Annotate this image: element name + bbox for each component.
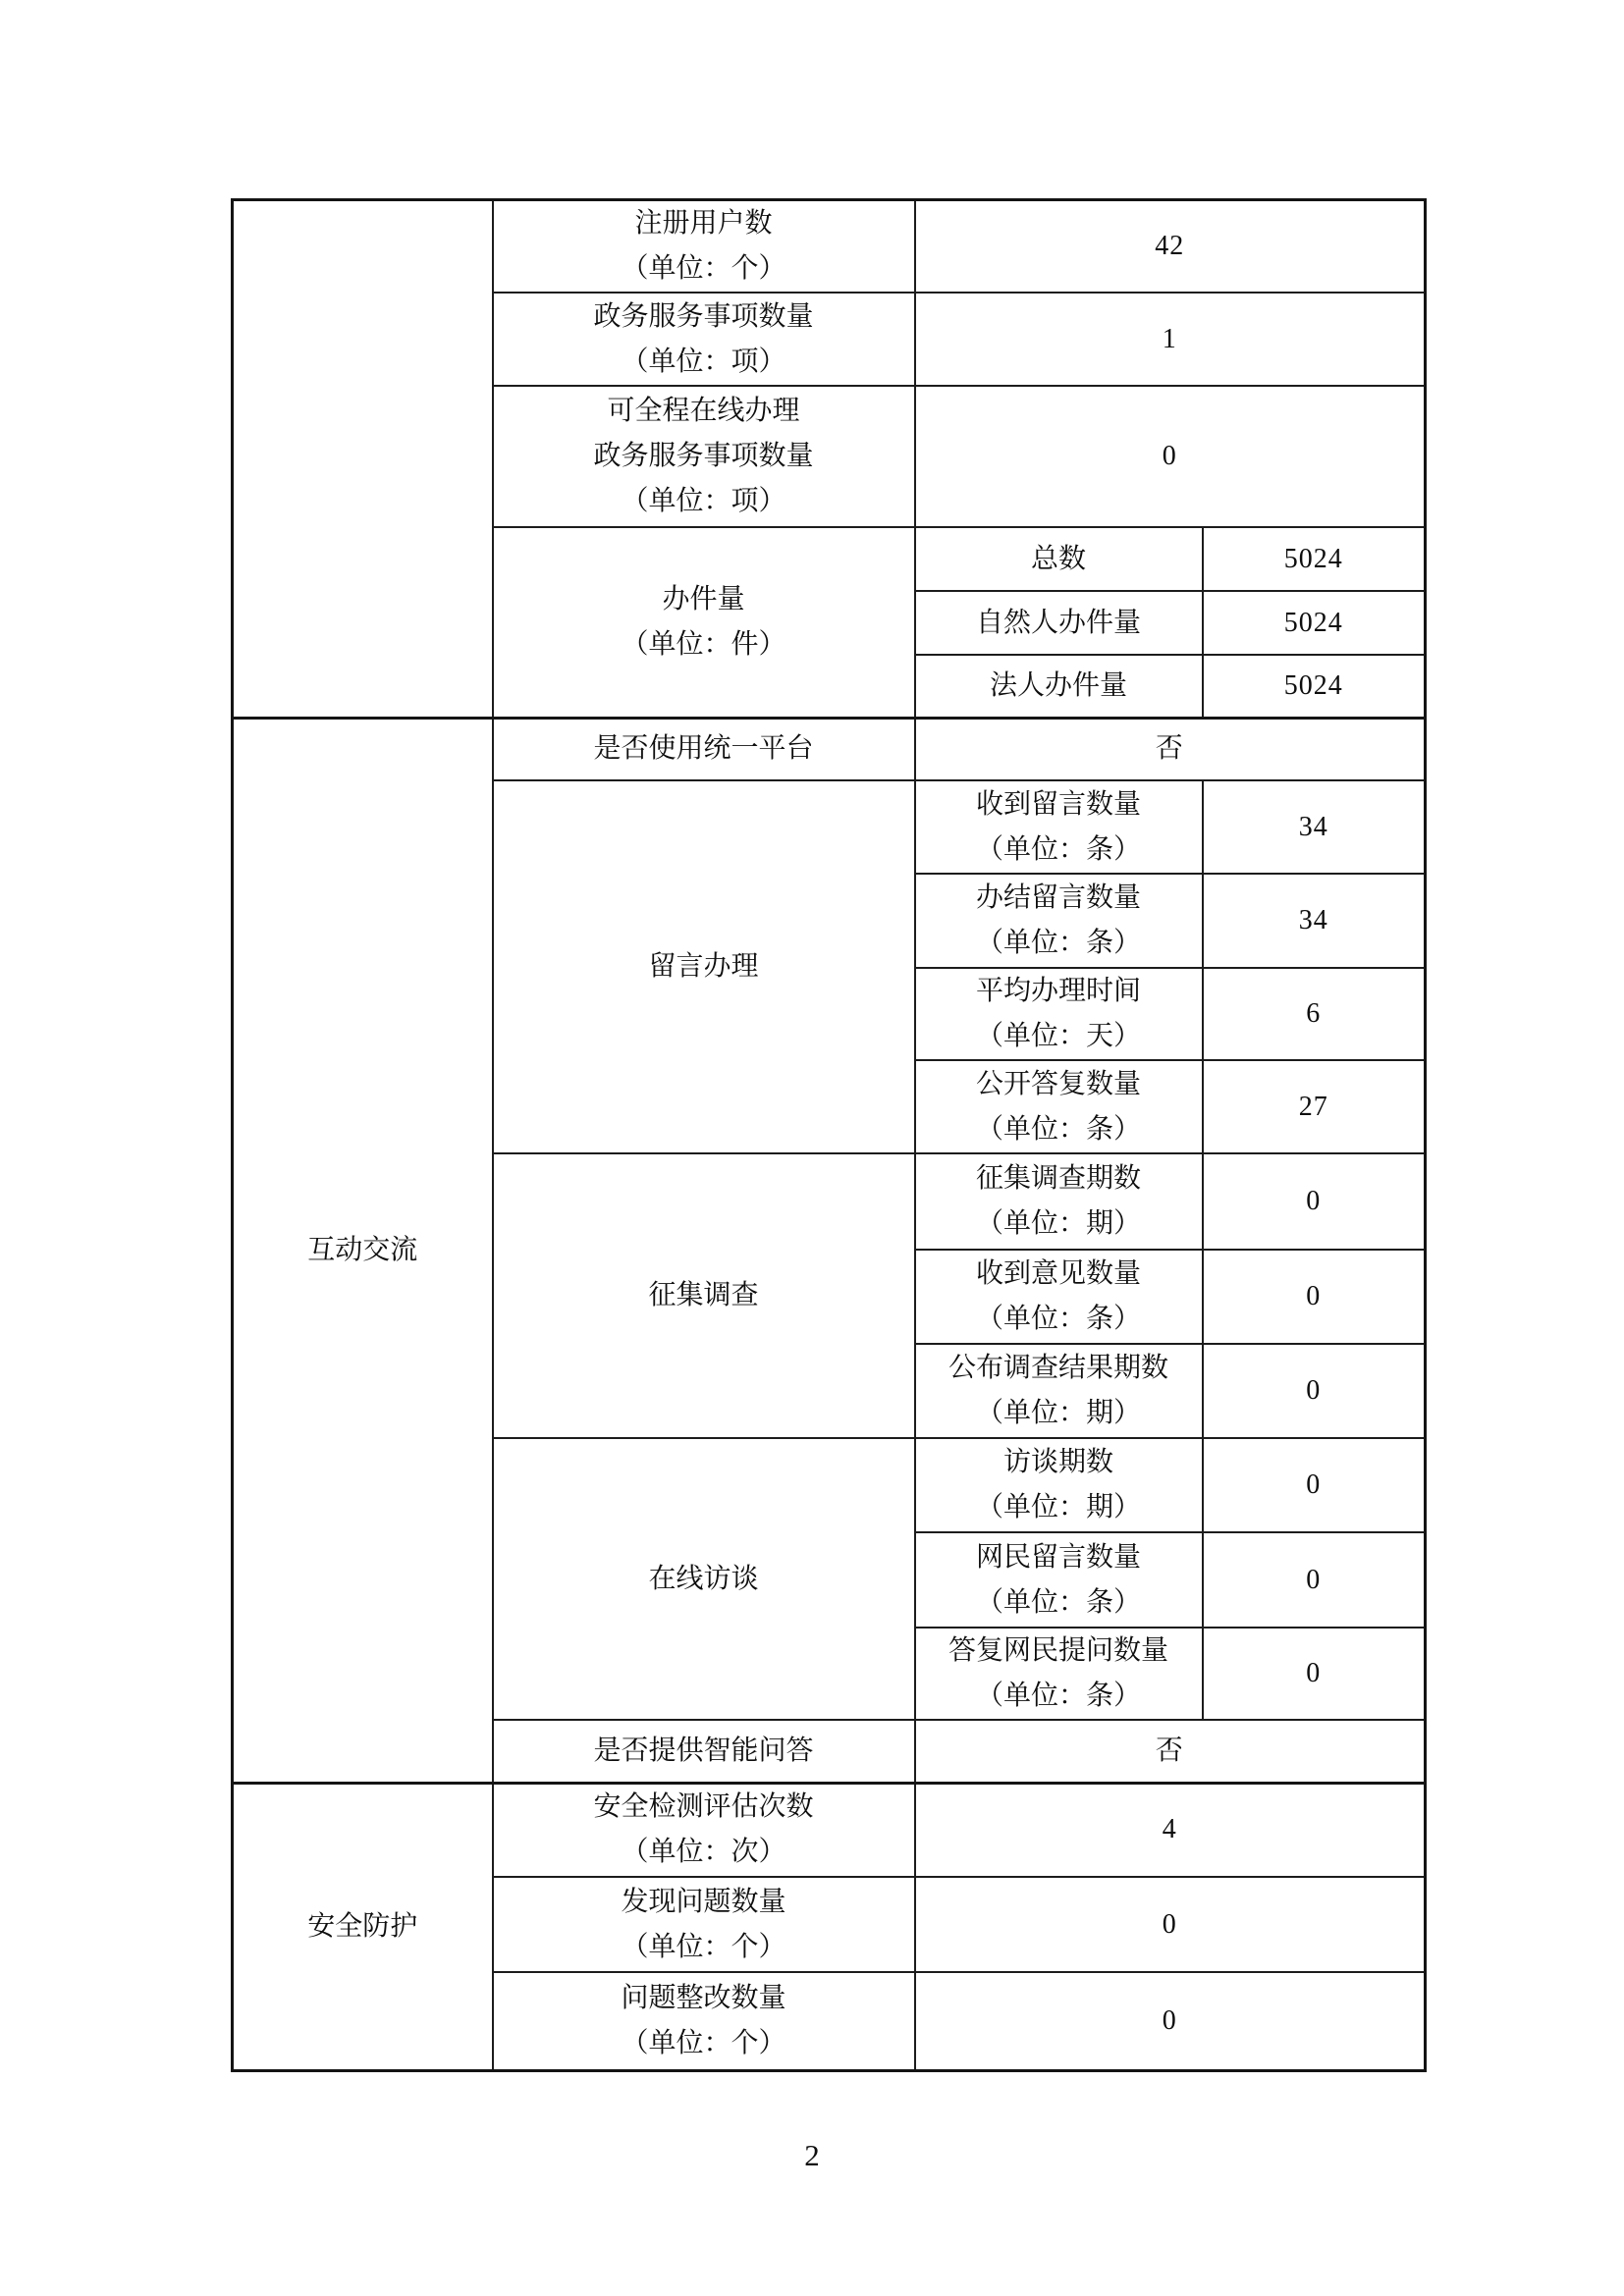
avg-handling-time-label-line1: 平均办理时间 (975, 976, 1141, 1006)
messages-completed-label-line1: 办结留言数量 (975, 882, 1141, 913)
survey-opinions-label-line1: 收到意见数量 (975, 1258, 1141, 1289)
group-cell-interaction: 互动交流 (233, 718, 493, 1783)
interview-messages-label-line1: 网民留言数量 (975, 1541, 1141, 1573)
survey-periods-label-line2: （单位：期） (975, 1208, 1141, 1239)
interview-replies-label-line2: （单位：条） (975, 1681, 1141, 1711)
unified-platform-label: 是否使用统一平台 (493, 718, 915, 780)
registered-users-label-line1: 注册用户数 (634, 208, 773, 239)
problems-found-label (493, 1877, 915, 1972)
case-volume-label (493, 527, 915, 718)
service-items-label-line1: 政务服务事项数量 (593, 300, 814, 332)
survey-opinions-value: 0 (1203, 1250, 1426, 1344)
page-number: 2 (804, 2138, 820, 2172)
interview-messages-value: 0 (1203, 1532, 1426, 1628)
security-assessments-label-line1: 安全检测评估次数 (593, 1791, 814, 1823)
case-volume-label-line2: （单位：件） (621, 628, 786, 660)
survey-opinions-label-line2: （单位：条） (975, 1304, 1141, 1334)
problems-found-value: 0 (915, 1877, 1426, 1972)
interview-periods-label (915, 1438, 1203, 1532)
survey-opinions-label (915, 1250, 1203, 1344)
public-replies-label-line1: 公开答复数量 (975, 1068, 1141, 1099)
smart-qa-label: 是否提供智能问答 (493, 1720, 915, 1783)
messages-received-label (915, 780, 1203, 874)
group-cell-service-empty (233, 200, 493, 719)
full-online-items-value: 0 (915, 386, 1426, 527)
full-online-items-label-line1: 可全程在线办理 (607, 396, 800, 426)
problems-fixed-value: 0 (915, 1972, 1426, 2070)
messages-completed-label-line2: （单位：条） (975, 928, 1141, 958)
interview-periods-label-line2: （单位：期） (975, 1492, 1141, 1522)
survey-label: 征集调查 (493, 1153, 915, 1438)
survey-periods-label (915, 1153, 1203, 1250)
case-volume-natural-label: 自然人办件量 (915, 591, 1203, 655)
security-assessments-value: 4 (915, 1783, 1426, 1877)
registered-users-value: 42 (915, 200, 1426, 294)
service-items-label (493, 293, 915, 386)
case-volume-total-label: 总数 (915, 527, 1203, 591)
survey-periods-label-line1: 征集调查期数 (975, 1163, 1141, 1194)
interview-replies-label-line1: 答复网民提问数量 (947, 1635, 1168, 1666)
public-replies-value: 27 (1203, 1060, 1426, 1153)
survey-results-value: 0 (1203, 1344, 1426, 1438)
service-items-value: 1 (915, 293, 1426, 386)
interview-periods-value: 0 (1203, 1438, 1426, 1532)
messages-received-label-line2: （单位：条） (975, 833, 1141, 865)
avg-handling-time-label (915, 968, 1203, 1060)
report-table (231, 198, 1427, 2072)
messages-received-value: 34 (1203, 780, 1426, 874)
survey-results-label-line1: 公布调查结果期数 (947, 1353, 1168, 1383)
interview-messages-label-line2: （单位：条） (975, 1586, 1141, 1618)
security-assessments-label (493, 1783, 915, 1877)
avg-handling-time-label-line2: （单位：天） (975, 1021, 1141, 1051)
survey-results-label (915, 1344, 1203, 1438)
registered-users-label (493, 200, 915, 294)
avg-handling-time-value: 6 (1203, 968, 1426, 1060)
case-volume-natural-value: 5024 (1203, 591, 1426, 655)
case-volume-legal-label: 法人办件量 (915, 655, 1203, 718)
interview-label: 在线访谈 (493, 1438, 915, 1720)
registered-users-label-line2: （单位：个） (621, 253, 786, 284)
problems-fixed-label (493, 1972, 915, 2070)
messages-completed-value: 34 (1203, 874, 1426, 968)
unified-platform-value: 否 (915, 718, 1426, 780)
public-replies-label-line2: （单位：条） (975, 1113, 1141, 1145)
survey-periods-value: 0 (1203, 1153, 1426, 1250)
problems-found-label-line2: （单位：个） (621, 1931, 786, 1962)
interview-replies-value: 0 (1203, 1628, 1426, 1720)
message-handling-label: 留言办理 (493, 780, 915, 1153)
case-volume-label-line1: 办件量 (662, 583, 745, 614)
public-replies-label (915, 1060, 1203, 1153)
interview-periods-label-line1: 访谈期数 (1002, 1447, 1113, 1477)
full-online-items-label-line3: （单位：项） (621, 486, 786, 516)
survey-results-label-line2: （单位：期） (975, 1398, 1141, 1428)
case-volume-total-value: 5024 (1203, 527, 1426, 591)
case-volume-legal-value: 5024 (1203, 655, 1426, 718)
service-items-label-line2: （单位：项） (621, 346, 786, 377)
smart-qa-value: 否 (915, 1720, 1426, 1783)
interview-messages-label (915, 1532, 1203, 1628)
full-online-items-label-line2: 政务服务事项数量 (593, 441, 814, 471)
interview-replies-label (915, 1628, 1203, 1720)
group-cell-security: 安全防护 (233, 1783, 493, 2070)
problems-fixed-label-line2: （单位：个） (621, 2027, 786, 2058)
messages-received-label-line1: 收到留言数量 (975, 788, 1141, 820)
problems-fixed-label-line1: 问题整改数量 (621, 1982, 786, 2013)
problems-found-label-line1: 发现问题数量 (621, 1886, 786, 1917)
full-online-items-label (493, 386, 915, 527)
security-assessments-label-line2: （单位：次） (621, 1837, 786, 1868)
messages-completed-label (915, 874, 1203, 968)
